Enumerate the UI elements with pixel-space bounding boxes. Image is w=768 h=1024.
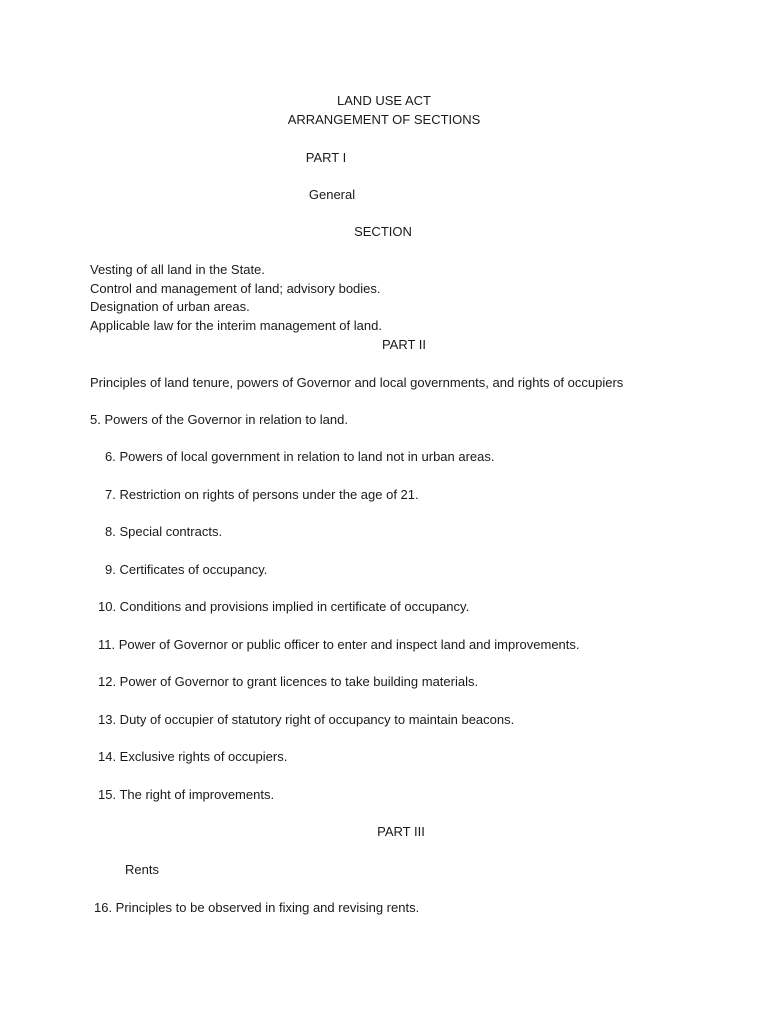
part-2-item-9: 9. Certificates of occupancy. — [105, 562, 268, 577]
part-1-heading: General — [308, 187, 356, 202]
part-2-item-7: 7. Restriction on rights of persons under the age of 21. — [105, 487, 419, 502]
part-3-item-16: 16. Principles to be observed in fixing and revising rents. — [94, 900, 420, 915]
part-2-item-14: 14. Exclusive rights of occupiers. — [98, 749, 288, 764]
part-3-heading: Rents — [125, 862, 159, 877]
part-2-item-15: 15. The right of improvements. — [98, 787, 275, 802]
part-1-label: PART I — [305, 150, 347, 165]
part-2-label: PART II — [381, 337, 427, 352]
part-2-heading: Principles of land tenure, powers of Governor and local governments, and rights of occupiers — [90, 375, 624, 390]
part-2-item-8: 8. Special contracts. — [105, 524, 223, 539]
document-subtitle: ARRANGEMENT OF SECTIONS — [287, 112, 481, 127]
part-2-item-11: 11. Power of Governor or public officer to enter and inspect land and improvements. — [98, 637, 580, 652]
section-label: SECTION — [354, 224, 412, 239]
part-1-item-1: Vesting of all land in the State. — [90, 262, 265, 277]
part-1-item-3: Designation of urban areas. — [90, 299, 250, 314]
part-1-item-4: Applicable law for the interim management of land. — [90, 318, 382, 333]
part-2-item-13: 13. Duty of occupier of statutory right of occupancy to maintain beacons. — [98, 712, 515, 727]
part-2-item-5: 5. Powers of the Governor in relation to land. — [90, 412, 348, 427]
part-2-item-10: 10. Conditions and provisions implied in certificate of occupancy. — [98, 599, 470, 614]
part-2-item-6: 6. Powers of local government in relation to land not in urban areas. — [105, 449, 495, 464]
part-3-label: PART III — [377, 824, 425, 839]
part-1-item-2: Control and management of land; advisory bodies. — [90, 281, 381, 296]
part-2-item-12: 12. Power of Governor to grant licences to take building materials. — [98, 674, 479, 689]
document-title: LAND USE ACT — [337, 93, 431, 108]
